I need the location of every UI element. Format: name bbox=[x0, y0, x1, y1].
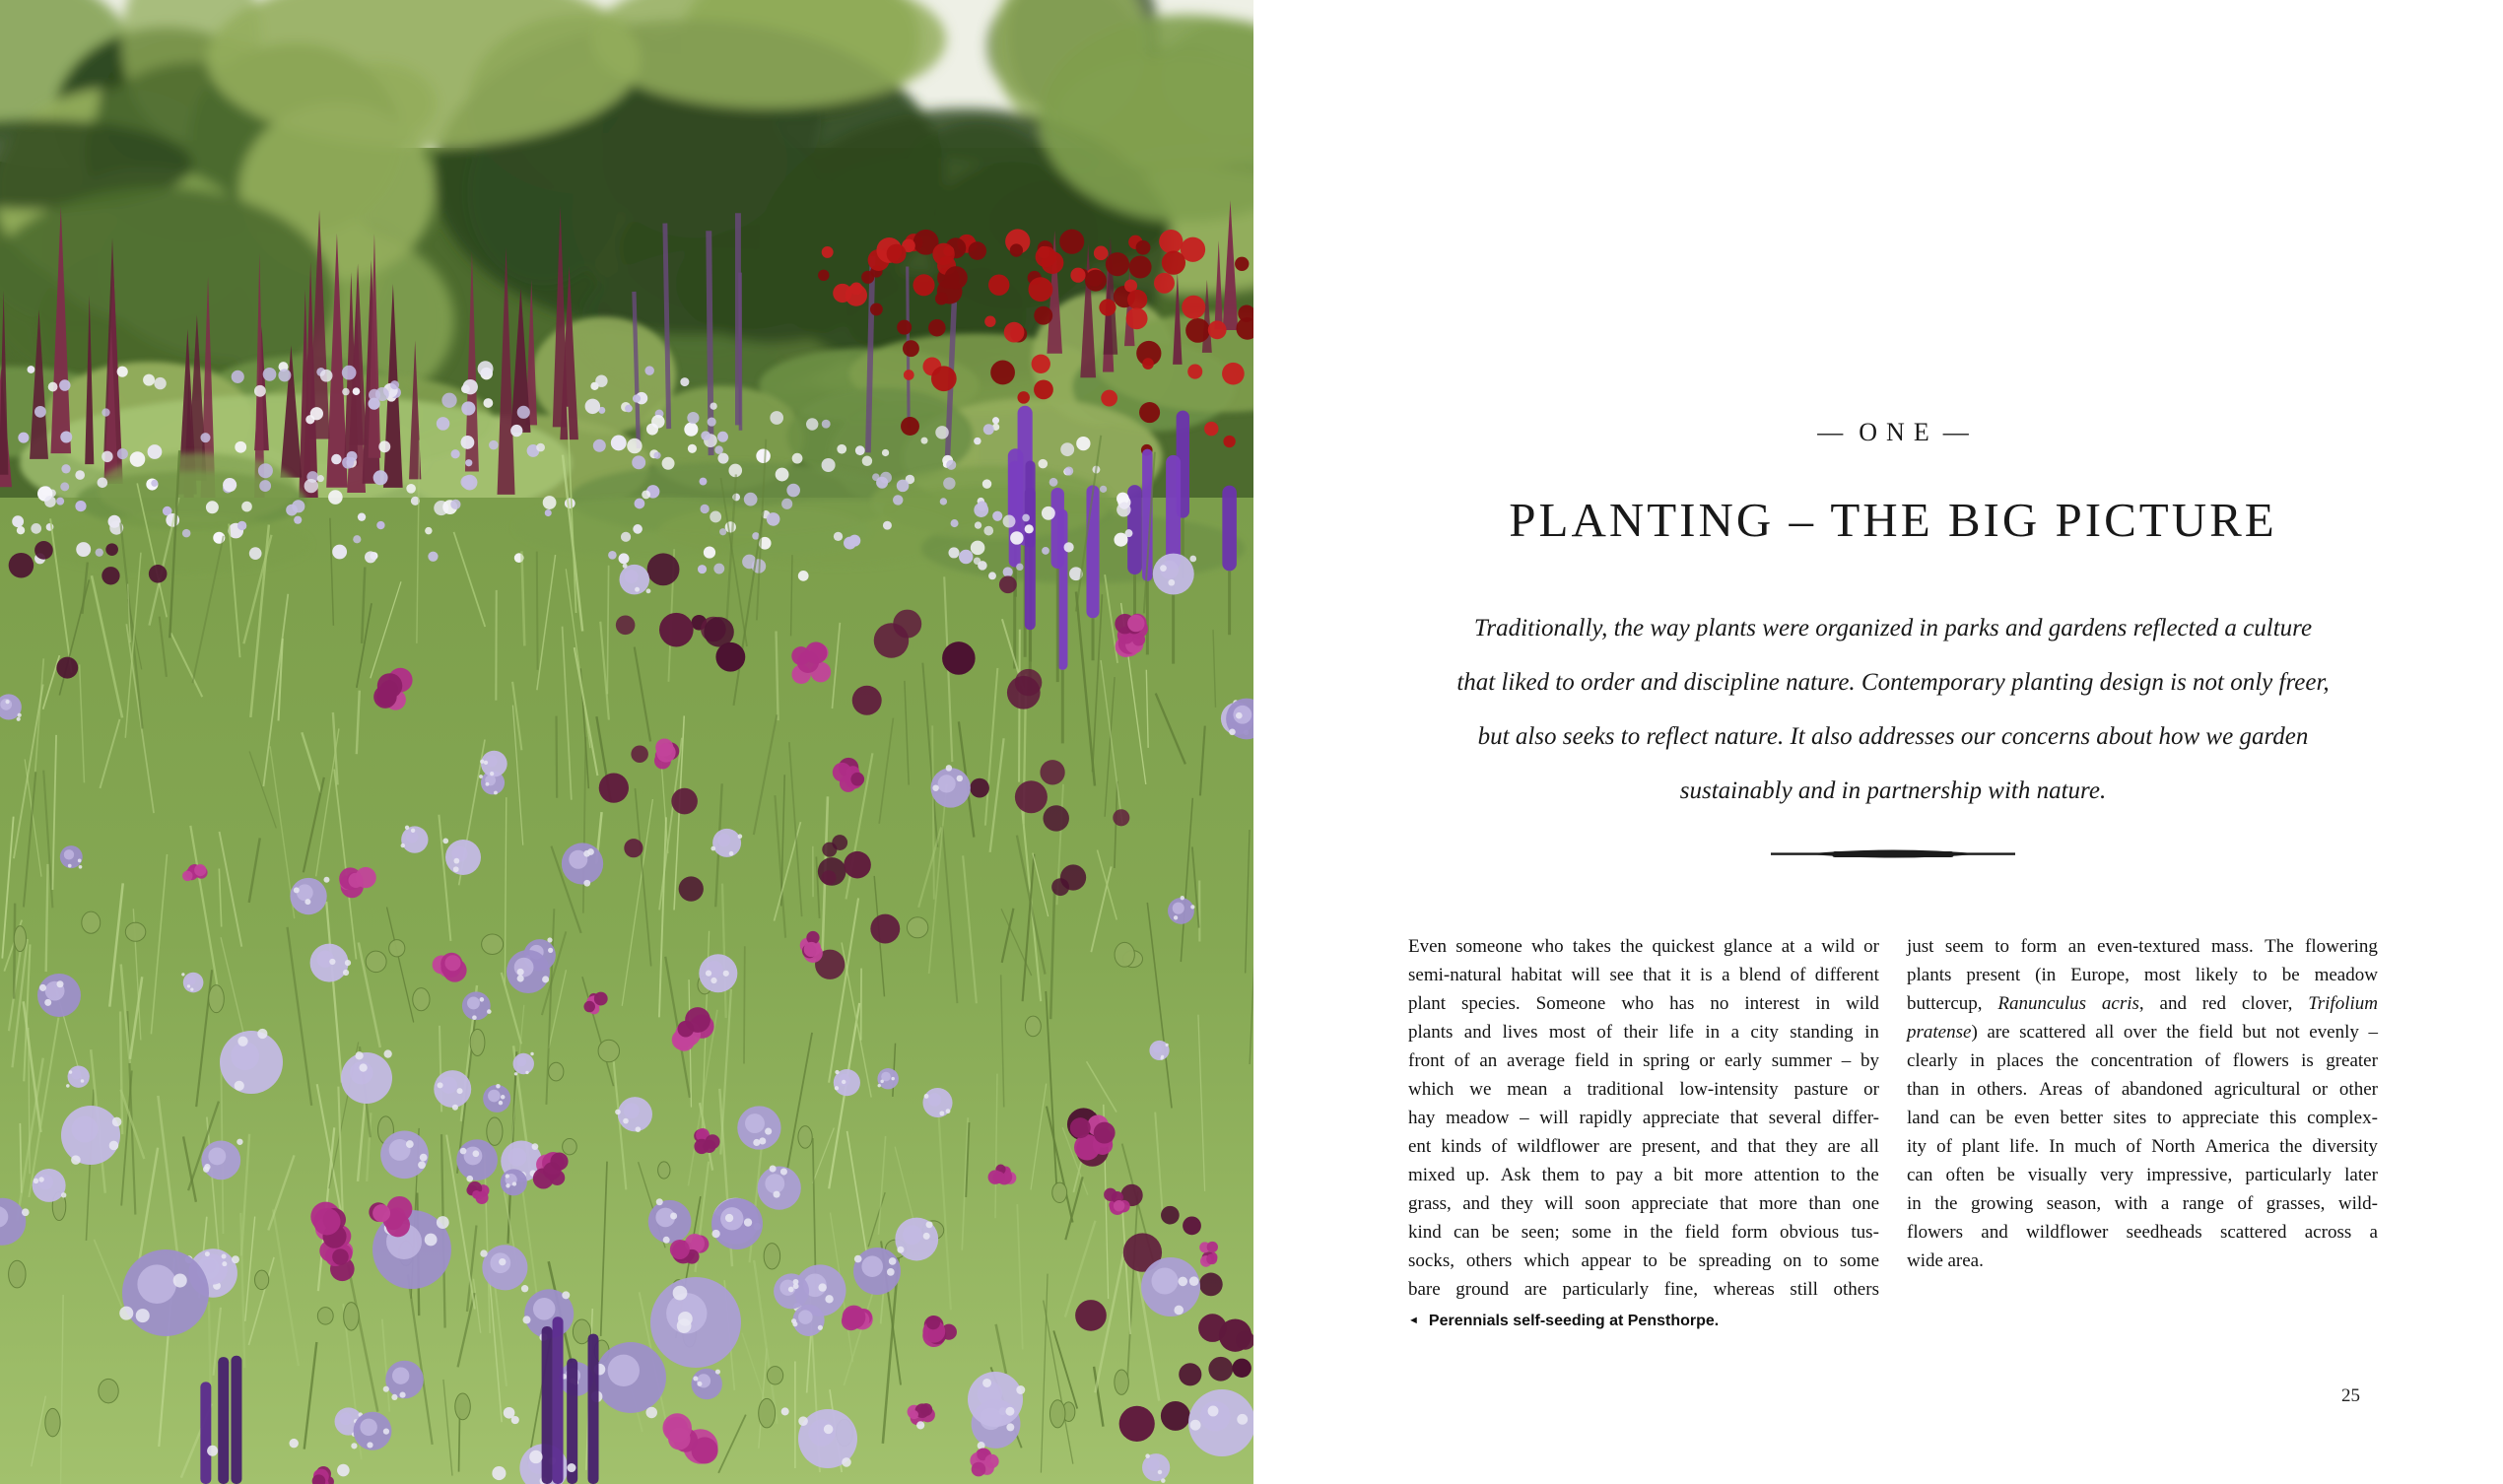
body-line: ent kinds of wildflower are present, and that they are all bbox=[1408, 1136, 1879, 1157]
body-line: wide area. bbox=[1907, 1250, 1984, 1271]
body-line: pratense) are scattered all over the field but not evenly – bbox=[1907, 1022, 2378, 1043]
body-line: kind can be seen; some in the field form obvious tus- bbox=[1408, 1222, 1879, 1243]
body-line: land can be even better sites to appreciate this complex- bbox=[1907, 1108, 2378, 1128]
body-line: mixed up. Ask them to pay a bit more attention to the bbox=[1408, 1165, 1879, 1185]
chapter-dash-right: — bbox=[1942, 418, 1969, 446]
chapter-dash-left: — bbox=[1817, 418, 1844, 446]
body-line: in the growing season, with a range of grasses, wild- bbox=[1907, 1193, 2378, 1214]
body-line: just seem to form an even-textured mass. The flowering bbox=[1907, 936, 2378, 957]
body-line: plants and lives most of their life in a city standing in bbox=[1408, 1022, 1879, 1043]
chapter-intro bbox=[1408, 601, 2378, 818]
body-line: plant species. Someone who has no interest in wild bbox=[1408, 993, 1879, 1014]
intro-line: Traditionally, the way plants were organized in parks and gardens reflected a culture bbox=[1473, 615, 2313, 641]
intro-line: sustainably and in partnership with nature. bbox=[1679, 777, 2107, 804]
body-line: bare ground are particularly fine, whereas still others bbox=[1408, 1279, 1879, 1300]
body-line: hay meadow – will rapidly appreciate that several differ- bbox=[1408, 1108, 1879, 1128]
body-column-left bbox=[1408, 932, 1879, 1304]
body-column-right bbox=[1907, 932, 2378, 1304]
photo-caption bbox=[1408, 1313, 2378, 1330]
body-line: than in others. Areas of abandoned agricultural or other bbox=[1907, 1079, 2378, 1100]
body-line: Even someone who takes the quickest glance at a wild or bbox=[1408, 936, 1879, 957]
body-line: clearly in places the concentration of flowers is greater bbox=[1907, 1050, 2378, 1071]
divider-rule-icon bbox=[1771, 847, 2015, 861]
body-line: buttercup, Ranunculus acris, and red clover, Trifolium bbox=[1907, 993, 2378, 1014]
caption-arrow-icon: ◄ bbox=[1408, 1315, 1419, 1326]
body-line: flowers and wildflower seedheads scattered across a bbox=[1907, 1222, 2378, 1243]
chapter-title: PLANTING – THE BIG PICTURE bbox=[1509, 493, 2277, 547]
intro-line: that liked to order and discipline nature. Contemporary planting design is not only freer, bbox=[1456, 669, 2330, 696]
body-line: front of an average field in spring or early summer – by bbox=[1408, 1050, 1879, 1071]
body-text bbox=[1408, 932, 2378, 1304]
body-line: grass, and they will soon appreciate that more than one bbox=[1408, 1193, 1879, 1214]
body-line: can often be visually very impressive, particularly later bbox=[1907, 1165, 2378, 1185]
body-line: ity of plant life. In much of North America the diversity bbox=[1907, 1136, 2378, 1157]
ornamental-divider bbox=[1408, 847, 2378, 861]
body-line: socks, others which appear to be spreading on to some bbox=[1408, 1250, 1879, 1271]
body-line: plants present (in Europe, most likely to be meadow bbox=[1907, 965, 2378, 985]
chapter-number: ONE bbox=[1859, 418, 1938, 446]
chapter-number-heading bbox=[1408, 418, 2378, 447]
caption-text: Perennials self-seeding at Pensthorpe. bbox=[1428, 1313, 1720, 1329]
body-line: semi-natural habitat will see that it is a blend of different bbox=[1408, 965, 1879, 985]
page-number: 25 bbox=[2341, 1385, 2360, 1406]
body-line: which we mean a traditional low-intensity pasture or bbox=[1408, 1079, 1879, 1100]
intro-line: but also seeks to reflect nature. It also addresses our concerns about how we garden bbox=[1477, 723, 2309, 750]
